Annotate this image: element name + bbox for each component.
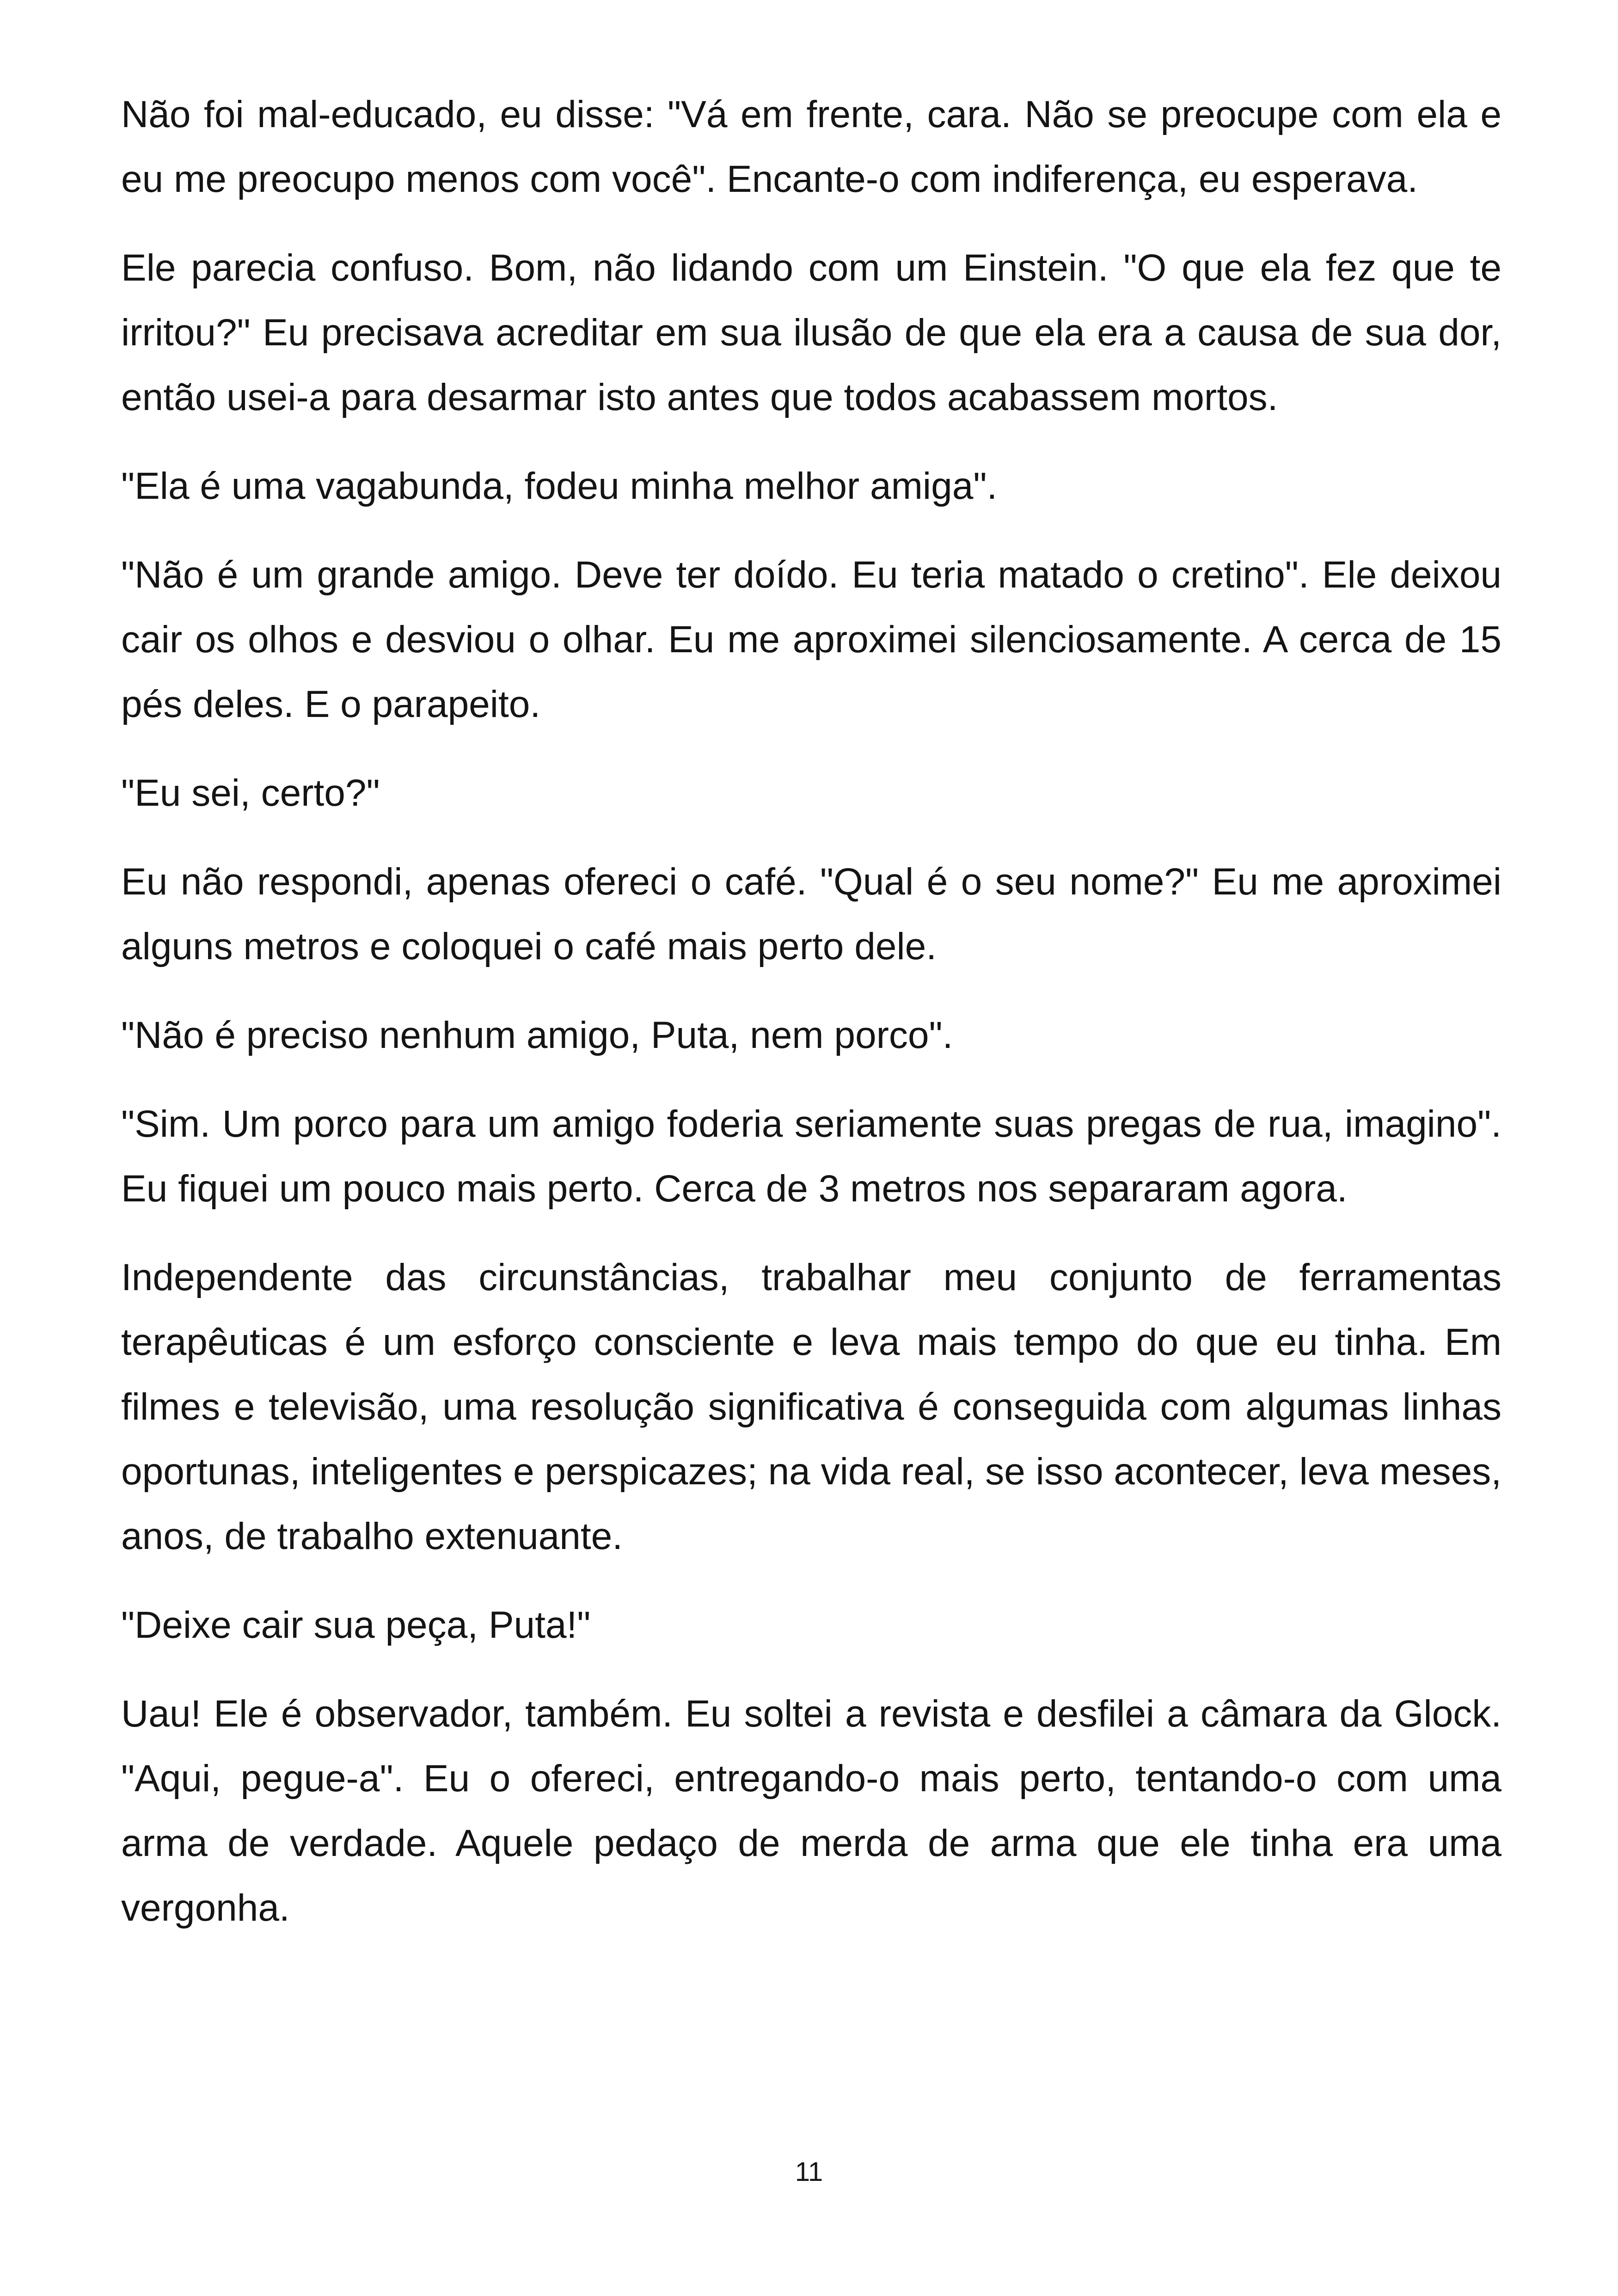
page-body	[121, 82, 1502, 1965]
paragraph-9: Independente das circunstâncias, trabalhar meu conjunto de ferramentas terapêuticas é um esforço consciente e leva mais tempo do que eu tinha. Em filmes e televisão, uma resolução significativa é conseguida com algumas linhas oportunas, inteligentes e perspicazes; na vida real, se isso acontecer, leva meses, anos, de trabalho extenuante.	[121, 1256, 1502, 1557]
paragraph-6: Eu não respondi, apenas ofereci o café. "Qual é o seu nome?" Eu me aproximei alguns metros e coloquei o café mais perto dele.	[121, 861, 1502, 967]
paragraph-5: "Eu sei, certo?"	[121, 772, 380, 814]
paragraph-3: "Ela é uma vagabunda, fodeu minha melhor amiga".	[121, 465, 998, 507]
paragraph-10: "Deixe cair sua peça, Puta!"	[121, 1604, 591, 1646]
page-number: 11	[795, 2157, 823, 2187]
paragraph-8: "Sim. Um porco para um amigo foderia seriamente suas pregas de rua, imagino". Eu fiquei um pouco mais perto. Cerca de 3 metros nos separaram agora.	[121, 1103, 1502, 1210]
paragraph-4: "Não é um grande amigo. Deve ter doído. Eu teria matado o cretino". Ele deixou cair os olhos e desviou o olhar. Eu me aproximei silenciosamente. A cerca de 15 pés deles. E o parapeito.	[121, 554, 1502, 725]
paragraph-1: Não foi mal-educado, eu disse: "Vá em frente, cara. Não se preocupe com ela e eu me preocupo menos com você". Encante-o com indiferença, eu esperava.	[121, 93, 1502, 200]
paragraph-2: Ele parecia confuso. Bom, não lidando com um Einstein. "O que ela fez que te irritou?" Eu precisava acreditar em sua ilusão de que ela era a causa de sua dor, então usei-a para desarmar isto antes que todos acabassem mortos.	[121, 247, 1502, 418]
paragraph-11: Uau! Ele é observador, também. Eu soltei a revista e desfilei a câmara da Glock. "Aqui, pegue-a". Eu o ofereci, entregando-o mais perto, tentando-o com uma arma de verdade. Aquele pedaço de merda de arma que ele tinha era uma vergonha.	[121, 1693, 1502, 1929]
paragraph-7: "Não é preciso nenhum amigo, Puta, nem porco".	[121, 1014, 953, 1056]
